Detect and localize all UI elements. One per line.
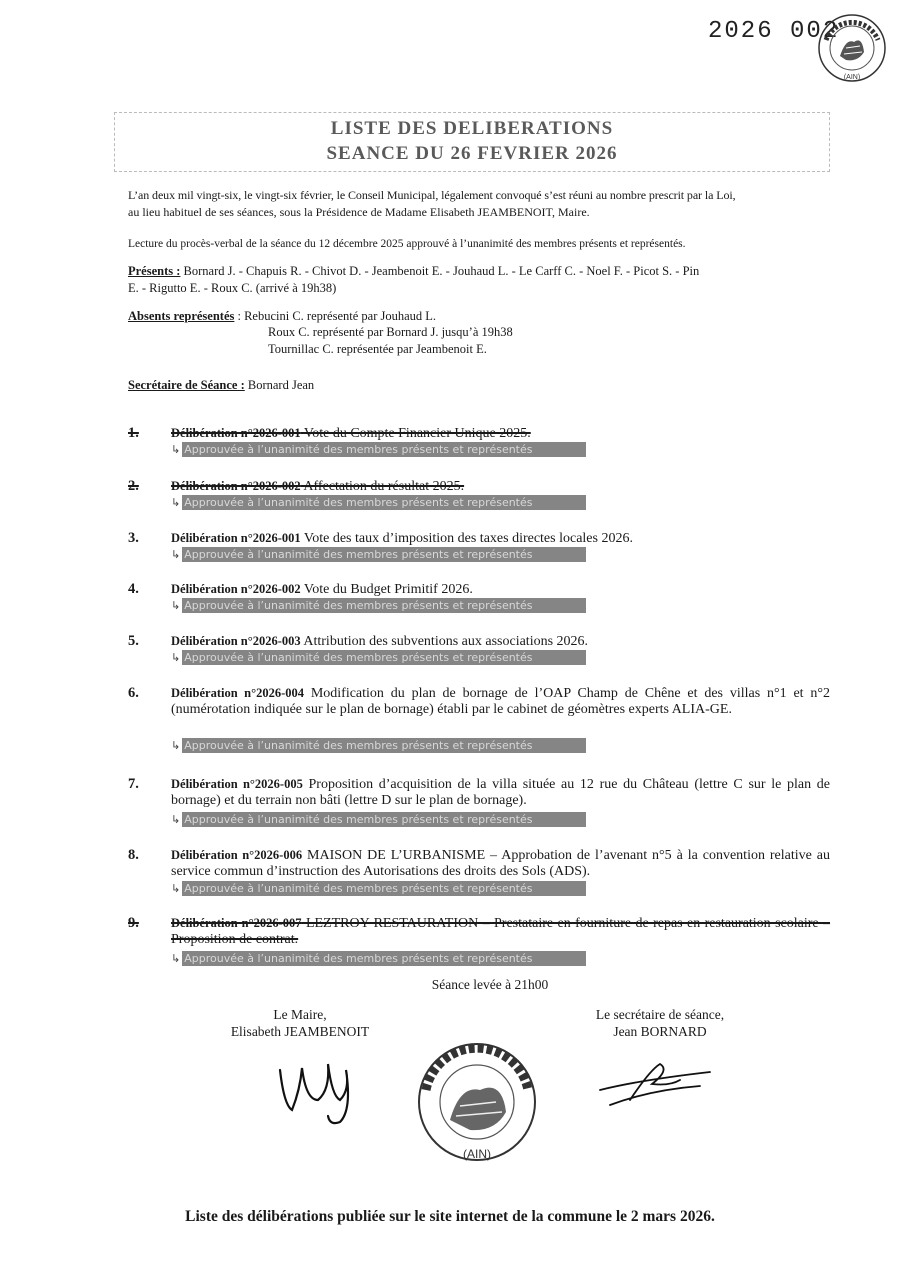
mayor-name: Elisabeth JEAMBENOIT <box>230 1024 370 1039</box>
town-hall-seal <box>410 1040 545 1165</box>
session-date-title: SEANCE DU 26 FEVRIER 2026 <box>326 143 618 164</box>
deliberation-item: Délibération n°2026-002 Affectation du résultat 2025. <box>171 479 465 494</box>
mayor-title: Le Maire, <box>273 1007 327 1022</box>
absent-label: Absents représentés <box>128 309 235 323</box>
deliberation-item: Délibération n°2026-005 Proposition d’acquisition de la villa située au 12 rue du Château (lettre C sur le plan de bornage) et du terrain non bâti (lettre D sur le plan de bornage). <box>171 777 830 808</box>
deliberation-item: Délibération n°2026-004 Modification du plan de bornage de l’OAP Champ de Chêne et des villas n°1 et n°2 (numérotation indiquée sur le plan de bornage) établi par le cabinet de géomètres experts ALIA-GE. <box>171 686 830 717</box>
secretary-line <box>128 377 830 394</box>
deliberation-number: 2. <box>128 478 139 494</box>
svg-text:(AIN): (AIN) <box>463 1147 491 1161</box>
present-list-2: E. - Rigutto E. - Roux C. (arrivé à 19h38) <box>128 281 337 295</box>
deliberation-number: 8. <box>128 847 139 863</box>
deliberation-number: 3. <box>128 530 139 546</box>
mayor-signature <box>270 1050 380 1130</box>
secretary-signature-name: Jean BORNARD <box>613 1024 707 1039</box>
secretary-label: Secrétaire de Séance : <box>128 378 245 392</box>
approval-note: ↳ Approuvée à l’unanimité des membres présents et représentés <box>171 881 586 896</box>
deliberation-number: 5. <box>128 633 139 649</box>
deliberation-item: Délibération n°2026-002 Vote du Budget Primitif 2026. <box>171 582 473 597</box>
deliberation-item: Délibération n°2026-001 Vote du Compte Financier Unique 2025. <box>171 426 531 441</box>
secretary-title: Le secrétaire de séance, <box>595 1007 725 1022</box>
svg-text:(AIN): (AIN) <box>843 74 861 81</box>
intro-line-2: au lieu habituel de ses séances, sous la Présidence de Madame Elisabeth JEAMBENOIT, Maire. <box>128 205 590 219</box>
deliberation-item: Délibération n°2026-006 MAISON DE L’URBANISME – Approbation de l’avenant n°5 à la convention relative au service commun d’instruction des Autorisations des droits des Sols (ADS). <box>171 848 830 879</box>
approval-note: ↳ Approuvée à l’unanimité des membres présents et représentés <box>171 951 586 966</box>
secretary-signature <box>590 1050 720 1120</box>
deliberation-number: 1. <box>128 425 139 441</box>
approval-note: ↳ Approuvée à l’unanimité des membres présents et représentés <box>171 812 586 827</box>
intro-line-1: L’an deux mil vingt-six, le vingt-six février, le Conseil Municipal, légalement convoqué s’est réuni au nombre prescrit par la Loi, <box>128 188 736 202</box>
deliberation-item: Délibération n°2026-003 Attribution des subventions aux associations 2026. <box>171 634 589 649</box>
deliberation-number: 6. <box>128 685 139 701</box>
approval-note: ↳ Approuvée à l’unanimité des membres présents et représentés <box>171 650 586 665</box>
publication-notice: Liste des délibérations publiée sur le site internet de la commune le 2 mars 2026. <box>185 1208 715 1225</box>
deliberation-item: Délibération n°2026-007 LEZTROY RESTAURATION – Prestataire en fourniture de repas en restauration scolaire – Proposition de contrat. <box>171 916 830 947</box>
absent-represented-line-1: Absents représentés : Rebucini C. représenté par Jouhaud L. <box>128 309 437 323</box>
document-reference: 2026 002 <box>708 18 840 45</box>
deliberation-number: 7. <box>128 776 139 792</box>
approval-note: ↳ Approuvée à l’unanimité des membres présents et représentés <box>171 598 586 613</box>
approval-note: ↳ Approuvée à l’unanimité des membres présents et représentés <box>171 547 586 562</box>
approval-note: ↳ Approuvée à l’unanimité des membres présents et représentés <box>171 495 586 510</box>
deliberation-number: 9. <box>128 915 139 931</box>
present-list-1: Bornard J. - Chapuis R. - Chivot D. - Jeambenoit E. - Jouhaud L. - Le Carff C. - Noel F. - Picot S. - Pin <box>180 264 700 278</box>
session-closed-time: Séance levée à 21h00 <box>431 977 549 992</box>
deliberation-number: 4. <box>128 581 139 597</box>
absent-entry: Tournillac C. représentée par Jeambenoit E. <box>268 342 487 356</box>
absent-entry: Roux C. représenté par Bornard J. jusqu’à 19h38 <box>268 325 513 339</box>
minutes-reading-note: Lecture du procès-verbal de la séance du 12 décembre 2025 approuvé à l’unanimité des membres présents et représentés. <box>128 238 686 250</box>
document-title: LISTE DES DELIBERATIONS <box>330 118 614 139</box>
approval-note: ↳ Approuvée à l’unanimité des membres présents et représentés <box>171 442 586 457</box>
town-seal-top-stamp <box>816 12 888 84</box>
secretary-name: Bornard Jean <box>244 378 315 392</box>
absent-entry: Rebucini C. représenté par Jouhaud L. <box>244 309 437 323</box>
present-label: Présents : <box>128 264 181 278</box>
deliberation-item: Délibération n°2026-001 Vote des taux d’imposition des taxes directes locales 2026. <box>171 531 633 546</box>
approval-note: ↳ Approuvée à l’unanimité des membres présents et représentés <box>171 738 586 753</box>
present-members-line-1 <box>128 263 830 280</box>
